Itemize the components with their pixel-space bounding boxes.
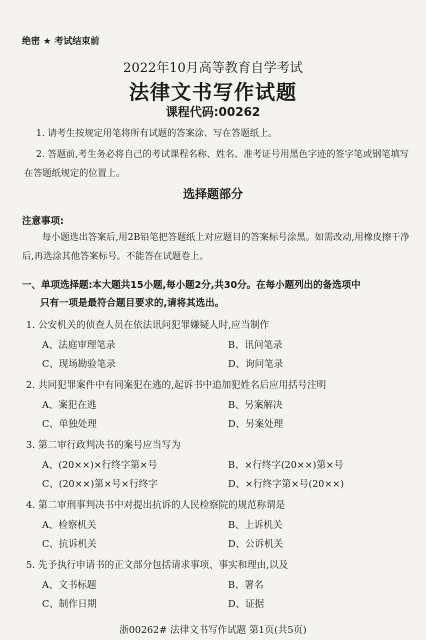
question-3-option-b: B、×行终字(20××)第×号 <box>228 460 344 471</box>
instruction-2: 2. 答题前,考生务必将自己的考试课程名称、姓名、准考证号用黑色字迹的签字笔或钢笔填写在答题纸规定的位置上。 <box>24 149 409 179</box>
question-2-option-c: C、单独处理 <box>42 419 97 430</box>
question-1-stem: 1. 公安机关的侦查人员在依法讯问犯罪嫌疑人时,应当制作 <box>26 320 270 331</box>
notice-body: 每小题选出答案后,用2B铅笔把答题纸上对应题目的答案标号涂黑。如需改动,用橡皮擦干净后,再选涂其他答案标号。不能答在试题卷上。 <box>22 232 410 262</box>
page-footer: 浙00262# 法律文书写作试题 第1页(共5页) <box>119 625 307 636</box>
notice-heading: 注意事项: <box>22 216 64 227</box>
question-4-option-b: B、上诉机关 <box>228 520 283 531</box>
page-title: 法律文书写作试题 <box>129 80 297 104</box>
question-3-option-d: D、×行终字第×号(20××) <box>228 479 344 490</box>
question-5-stem: 5. 先予执行申请书的正文部分包括请求事项、事实和理由,以及 <box>26 560 289 571</box>
question-1-option-d: D、询问笔录 <box>228 359 284 370</box>
question-3-option-a: A、(20××)×行终字第×号 <box>42 460 158 471</box>
secret-label: 绝密 ★ 考试结束前 <box>22 37 100 47</box>
part-one-line-2: 只有一项是最符合题目要求的,请将其选出。 <box>40 298 225 309</box>
question-1-option-c: C、现场勘验笔录 <box>42 359 116 370</box>
exam-session-line: 2022年10月高等教育自学考试 <box>123 61 303 76</box>
question-2-option-b: B、另案解决 <box>228 400 283 411</box>
instruction-1: 1. 请考生按规定用笔将所有试题的答案涂、写在答题纸上。 <box>36 128 278 139</box>
question-1-option-a: A、法庭审理笔录 <box>42 340 116 351</box>
question-2-stem: 2. 共同犯罪案件中有同案犯在逃的,起诉书中追加犯姓名后应用括号注明 <box>26 380 327 391</box>
question-2-option-a: A、案犯在逃 <box>42 400 97 411</box>
question-3-option-c: C、(20××)第×号×行终字 <box>42 479 158 490</box>
section-title: 选择题部分 <box>182 187 243 201</box>
question-4-stem: 4. 第二审刑事判决书中对提出抗诉的人民检察院的规范称谓是 <box>26 500 286 511</box>
question-2-option-d: D、另案处理 <box>228 419 284 430</box>
question-5-option-a: A、文书标题 <box>42 580 97 591</box>
question-5-option-d: D、证据 <box>228 599 265 610</box>
question-4-option-c: C、抗诉机关 <box>42 539 97 550</box>
question-4-option-a: A、检察机关 <box>42 520 97 531</box>
course-code: 课程代码:00262 <box>165 105 261 119</box>
question-4-option-d: D、公诉机关 <box>228 539 284 550</box>
question-5-option-c: C、制作日期 <box>42 599 97 610</box>
part-one-heading <box>22 277 418 313</box>
question-5-option-b: B、署名 <box>228 580 264 591</box>
question-1-option-b: B、讯问笔录 <box>228 340 283 351</box>
question-3-stem: 3. 第二审行政判决书的案号应当写为 <box>26 440 181 451</box>
part-one-line-1: 一、单项选择题:本大题共15小题,每小题2分,共30分。在每小题列出的备选项中 <box>22 280 361 291</box>
